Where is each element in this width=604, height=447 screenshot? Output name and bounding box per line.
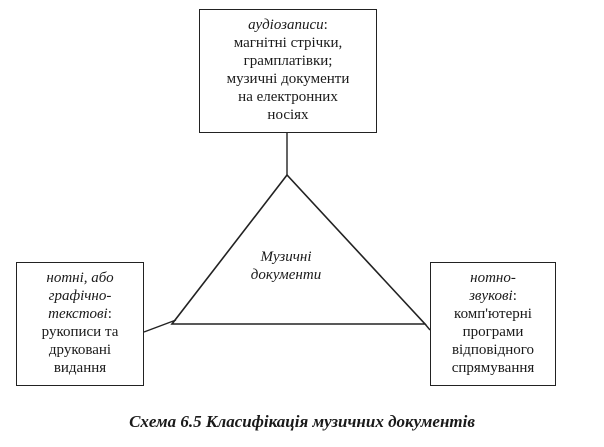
audio-records-item: магнітні стрічки, xyxy=(233,35,343,51)
audio-records-box xyxy=(199,9,377,133)
audio-records-item: носіях xyxy=(267,107,309,123)
audio-records-heading: аудіозаписи xyxy=(248,17,324,33)
notation-sound-item: відповідного xyxy=(451,342,535,358)
notation-sound-item: програми xyxy=(462,324,524,340)
sheet-music-heading: текстові xyxy=(48,306,108,322)
center-label xyxy=(226,248,346,284)
sheet-music-item: рукописи та xyxy=(41,324,119,340)
figure-caption: Схема 6.5 Класифікація музичних документів xyxy=(129,412,475,431)
sheet-music-heading: нотні, або xyxy=(46,270,114,286)
notation-sound-item: спрямування xyxy=(451,360,535,376)
audio-records-heading-line xyxy=(204,16,372,34)
notation-sound-heading-line xyxy=(435,287,551,305)
notation-sound-box xyxy=(430,262,556,386)
center-label-line: документи xyxy=(250,267,322,283)
audio-records-item: грамплатівки; xyxy=(243,53,333,69)
audio-records-item: музичні документи xyxy=(226,71,350,87)
center-label-line: Музичні xyxy=(260,249,312,265)
heading-colon: : xyxy=(323,17,328,33)
notation-sound-item: комп'ютерні xyxy=(454,306,532,322)
sheet-music-heading: графічно- xyxy=(48,288,112,304)
sheet-music-heading-line xyxy=(21,305,139,323)
audio-records-item: на електронних xyxy=(238,89,338,105)
sheet-music-box xyxy=(16,262,144,386)
notation-sound-heading: звукові xyxy=(469,288,513,304)
notation-sound-heading: нотно- xyxy=(470,270,516,286)
sheet-music-item: видання xyxy=(53,360,107,376)
sheet-music-item: друковані xyxy=(48,342,112,358)
connector-left xyxy=(144,320,176,332)
heading-colon: : xyxy=(107,306,112,322)
heading-colon: : xyxy=(512,288,517,304)
